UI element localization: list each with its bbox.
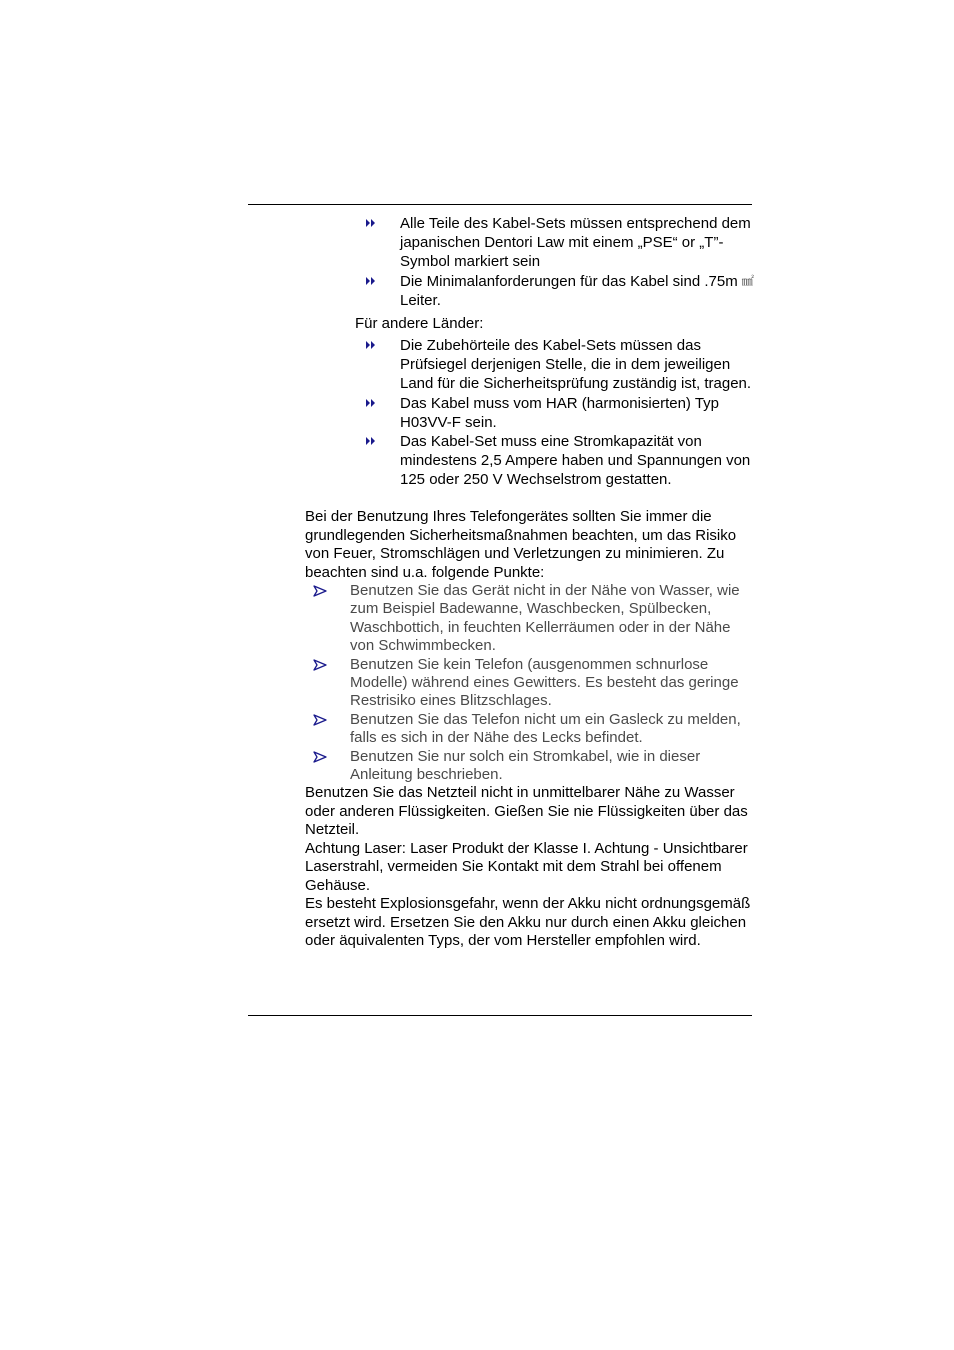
other-countries-heading: Für andere Länder: bbox=[355, 315, 484, 332]
list-item bbox=[311, 711, 751, 748]
arrowhead-icon bbox=[313, 751, 327, 763]
list-item bbox=[364, 272, 754, 310]
list-item-text: Benutzen Sie das Gerät nicht in der Nähe von Wasser, wie zum Beispiel Badewanne, Waschbecken, Spülbecken, Waschbottich, in feuchten Kellerräumen oder in der Nähe von Schwimmbecken. bbox=[350, 582, 740, 655]
japan-requirements-list bbox=[364, 214, 754, 310]
list-item bbox=[364, 336, 754, 394]
list-item-text: Das Kabel-Set muss eine Stromkapazität von mindestens 2,5 Ampere haben und Spannungen von 125 oder 250 V Wechselstrom gestatten. bbox=[400, 433, 751, 489]
arrowhead-icon bbox=[313, 585, 327, 597]
double-chevron-icon bbox=[364, 217, 378, 229]
list-item bbox=[311, 748, 751, 785]
list-item-text: Die Zubehörteile des Kabel-Sets müssen das Prüfsiegel derjenigen Stelle, die in dem jeweiligen Land für die Sicherheitsprüfung zuständig ist, tragen. bbox=[400, 337, 752, 393]
list-item-text-tail: Leiter. bbox=[400, 291, 441, 309]
double-chevron-icon bbox=[364, 435, 378, 447]
list-item bbox=[311, 656, 751, 711]
arrowhead-icon bbox=[313, 659, 327, 671]
list-item-text: Das Kabel muss vom HAR (harmonisierten) Typ H03VV-F sein. bbox=[400, 394, 719, 431]
list-item bbox=[364, 432, 754, 490]
double-chevron-icon bbox=[364, 397, 378, 409]
top-rule bbox=[248, 204, 752, 205]
closing-text: Benutzen Sie das Netzteil nicht in unmittelbarer Nähe zu Wasser oder anderen Flüssigkeiten. Gießen Sie nie Flüssigkeiten über das Netzteil. Achtung Laser: Laser Produkt der Klasse I. Achtung - Unsichtbarer Laserstrahl, vermeiden Sie Kontakt mit dem Strahl bei offenem Gehäuse. Es besteht Explosionsgefahr, wenn der Akku nicht ordnungsgemäß ersetzt wird. Ersetzen Sie den Akku nur durch einen Akku gleichen oder äquivalenten Typs, der vom Hersteller empfohlen wird. bbox=[305, 784, 751, 949]
list-item-text: Alle Teile des Kabel-Sets müssen entsprechend dem japanischen Dentori Law mit einem „PSE“ or „T”-Symbol markiert sein bbox=[400, 215, 751, 271]
list-item bbox=[311, 582, 751, 656]
list-item bbox=[364, 214, 754, 272]
other-countries-list bbox=[364, 336, 754, 490]
list-item bbox=[364, 394, 754, 432]
list-item-text: Benutzen Sie nur solch ein Stromkabel, wie in dieser Anleitung beschrieben. bbox=[350, 747, 701, 784]
unit-glyph: ㎟ bbox=[741, 273, 754, 288]
list-item-text: Die Minimalanforderungen für das Kabel sind .75m bbox=[400, 272, 738, 290]
safety-intro-paragraph: Bei der Benutzung Ihres Telefongerätes sollten Sie immer die grundlegenden Sicherheitsmaßnahmen beachten, um das Risiko von Feuer, Stromschlägen und Verletzungen zu minimieren. Zu beachten sind u.a. folgende Punkte: bbox=[305, 508, 737, 581]
list-item-text: Benutzen Sie das Telefon nicht um ein Gasleck zu melden, falls es sich in der Nähe des Lecks befindet. bbox=[350, 710, 741, 747]
safety-instructions-list bbox=[311, 582, 751, 784]
double-chevron-icon bbox=[364, 339, 378, 351]
arrowhead-icon bbox=[313, 714, 327, 726]
list-item-text: Benutzen Sie kein Telefon (ausgenommen schnurlose Modelle) während eines Gewitters. Es besteht das geringe Restrisiko eines Blitzschlages. bbox=[350, 655, 739, 710]
double-chevron-icon bbox=[364, 275, 378, 287]
bottom-rule bbox=[248, 1015, 752, 1016]
